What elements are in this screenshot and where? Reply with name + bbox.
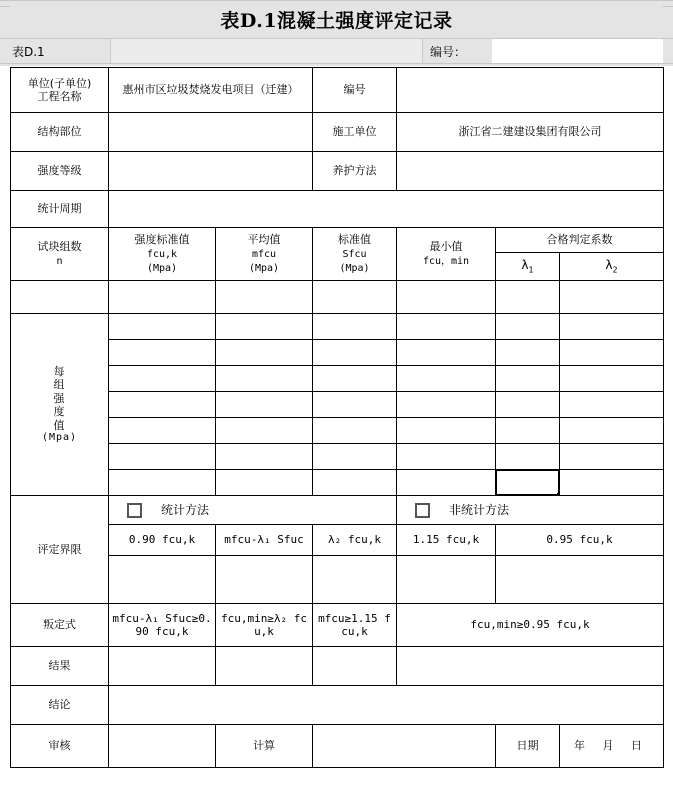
statistic-period-label: 统计周期 [11, 191, 109, 228]
review-label: 审核 [11, 725, 109, 768]
result-cell[interactable] [109, 647, 216, 686]
group-cell[interactable] [560, 366, 664, 392]
statistical-method-label: 统计方法 [161, 502, 210, 517]
group-cell[interactable] [313, 418, 397, 444]
row-result [11, 647, 664, 686]
conclusion-value[interactable] [109, 686, 664, 725]
statistic-period-value[interactable] [109, 191, 664, 228]
row-strength-grade [11, 152, 664, 191]
group-cell[interactable] [496, 444, 560, 470]
row-criteria-formulas [11, 604, 664, 647]
row-column-headers [11, 228, 664, 253]
header-lambda-1: $\lambda_1$ [496, 253, 560, 281]
document-title-band [10, 3, 663, 36]
group-cell[interactable] [216, 314, 313, 340]
group-cell[interactable] [216, 444, 313, 470]
project-name-value[interactable]: 惠州市区垃圾焚烧发电项目（迁建） [109, 68, 313, 113]
group-cell[interactable] [397, 366, 496, 392]
calc-value[interactable] [313, 725, 496, 768]
criteria-formula: fcu,min≥0.95 fcu,k [397, 604, 664, 647]
group-cell[interactable] [109, 470, 216, 496]
strength-grade-label: 强度等级 [11, 152, 109, 191]
group-cell[interactable] [109, 418, 216, 444]
group-cell[interactable] [560, 314, 664, 340]
group-cell[interactable] [397, 340, 496, 366]
page-title: 表D.1混凝土强度评定记录 [220, 10, 453, 32]
doc-number-value[interactable] [397, 68, 664, 113]
group-cell[interactable] [216, 470, 313, 496]
group-cell[interactable] [496, 392, 560, 418]
group-cell[interactable] [560, 444, 664, 470]
row-signatures [11, 725, 664, 768]
checkbox-statistical-icon[interactable] [127, 503, 142, 518]
limit-value-cell[interactable] [109, 556, 216, 604]
group-cell[interactable] [397, 314, 496, 340]
table-row [11, 366, 664, 392]
cell-sample-groups-value[interactable] [11, 281, 109, 314]
group-cell[interactable] [397, 392, 496, 418]
group-cell[interactable] [496, 314, 560, 340]
nonstatistical-method-label: 非统计方法 [449, 502, 510, 517]
group-cell[interactable] [397, 418, 496, 444]
group-cell[interactable] [560, 470, 664, 496]
row-conclusion [11, 686, 664, 725]
project-name-label: 单位(子单位) 工程名称 [11, 68, 109, 113]
table-row [11, 418, 664, 444]
doc-number-label: 编号 [313, 68, 397, 113]
curing-method-value[interactable] [397, 152, 664, 191]
table-row [11, 340, 664, 366]
row-evaluation-limit-values [11, 556, 664, 604]
checkbox-nonstatistical-icon[interactable] [415, 503, 430, 518]
nonstatistical-checkbox-wrap [409, 498, 435, 522]
group-cell[interactable] [109, 340, 216, 366]
group-cell[interactable] [216, 418, 313, 444]
group-cell[interactable] [109, 392, 216, 418]
review-value[interactable] [109, 725, 216, 768]
group-cell[interactable] [560, 392, 664, 418]
row-evaluation-methods [11, 496, 664, 525]
header-mean-value: 平均值 mfcu (Mpa) [216, 228, 313, 281]
header-std-strength: 强度标准值 fcu,k (Mpa) [109, 228, 216, 281]
criteria-formula: mfcu-λ₁ Sfuc≥0.90 fcu,k [109, 604, 216, 647]
cell-std-strength-value[interactable] [109, 281, 216, 314]
cell-min-value[interactable] [397, 281, 496, 314]
limit-value-cell[interactable] [397, 556, 496, 604]
statistical-checkbox-wrap [121, 498, 147, 522]
result-label: 结果 [11, 647, 109, 686]
table-row [11, 444, 664, 470]
form-code-label: 表D.1 [12, 45, 45, 59]
group-cell[interactable] [397, 470, 496, 496]
calc-label: 计算 [216, 725, 313, 768]
result-cell[interactable] [397, 647, 664, 686]
group-cell[interactable] [313, 444, 397, 470]
cell-lambda1-value[interactable] [496, 281, 560, 314]
row-summary-values [11, 281, 664, 314]
conclusion-label: 结论 [11, 686, 109, 725]
evaluation-limit-label: 评定界限 [11, 496, 109, 604]
curing-method-label: 养护方法 [313, 152, 397, 191]
row-project-name [11, 68, 664, 113]
document-number-label: 编号： [430, 45, 467, 59]
criteria-label: 叛定式 [11, 604, 109, 647]
group-cell[interactable] [560, 340, 664, 366]
limit-expression: λ₂ fcu,k [313, 525, 397, 556]
group-strength-label: 每 组 强 度 值 (Mpa) [11, 314, 109, 496]
row-evaluation-limits [11, 525, 664, 556]
group-cell[interactable] [313, 392, 397, 418]
header-lambda-2: $\lambda_2$ [560, 253, 664, 281]
cell-mean-value[interactable] [216, 281, 313, 314]
date-value[interactable]: 年 月 日 [560, 725, 664, 768]
group-cell[interactable] [313, 366, 397, 392]
group-cell[interactable] [496, 340, 560, 366]
group-cell[interactable] [109, 366, 216, 392]
header-qualification-coefficient: 合格判定系数 [496, 228, 664, 253]
limit-value-cell[interactable] [313, 556, 397, 604]
group-cell[interactable] [216, 366, 313, 392]
result-cell[interactable] [216, 647, 313, 686]
table-row [11, 314, 664, 340]
table-row [11, 470, 664, 496]
group-cell[interactable] [313, 314, 397, 340]
header-min-value: 最小值 fcu，min [397, 228, 496, 281]
group-cell[interactable] [109, 314, 216, 340]
cell-std-deviation-value[interactable] [313, 281, 397, 314]
document-number-input[interactable] [492, 39, 663, 63]
statistical-method-cell[interactable] [109, 496, 397, 525]
header-sample-groups: 试块组数 n [11, 228, 109, 281]
group-cell[interactable] [496, 366, 560, 392]
subheader-spacer-cell [110, 39, 423, 63]
date-label: 日期 [496, 725, 560, 768]
group-cell[interactable] [216, 392, 313, 418]
header-std-deviation: 标准值 Sfcu (Mpa) [313, 228, 397, 281]
concrete-strength-evaluation-table [10, 67, 664, 768]
table-row [11, 392, 664, 418]
group-cell[interactable] [313, 340, 397, 366]
construction-unit-value[interactable]: 浙江省二建建设集团有限公司 [397, 113, 664, 152]
structure-part-value[interactable] [109, 113, 313, 152]
limit-expression: 0.90 fcu,k [109, 525, 216, 556]
group-cell[interactable] [109, 444, 216, 470]
limit-expression: 0.95 fcu,k [496, 525, 664, 556]
group-cell[interactable] [313, 470, 397, 496]
criteria-formula: mfcu≥1.15 fcu,k [313, 604, 397, 647]
result-cell[interactable] [313, 647, 397, 686]
nonstatistical-method-cell[interactable] [397, 496, 664, 525]
structure-part-label: 结构部位 [11, 113, 109, 152]
limit-expression: 1.15 fcu,k [397, 525, 496, 556]
group-cell[interactable] [397, 444, 496, 470]
active-cell[interactable] [496, 470, 560, 496]
strength-grade-value[interactable] [109, 152, 313, 191]
cell-lambda2-value[interactable] [560, 281, 664, 314]
group-cell[interactable] [216, 340, 313, 366]
group-cell[interactable] [496, 418, 560, 444]
construction-unit-label: 施工单位 [313, 113, 397, 152]
row-statistic-period [11, 191, 664, 228]
row-structure-part [11, 113, 664, 152]
group-cell[interactable] [560, 418, 664, 444]
criteria-formula: fcu,min≥λ₂ fcu,k [216, 604, 313, 647]
limit-value-cell[interactable] [216, 556, 313, 604]
limit-value-cell[interactable] [496, 556, 664, 604]
limit-expression: mfcu-λ₁ Sfuc [216, 525, 313, 556]
